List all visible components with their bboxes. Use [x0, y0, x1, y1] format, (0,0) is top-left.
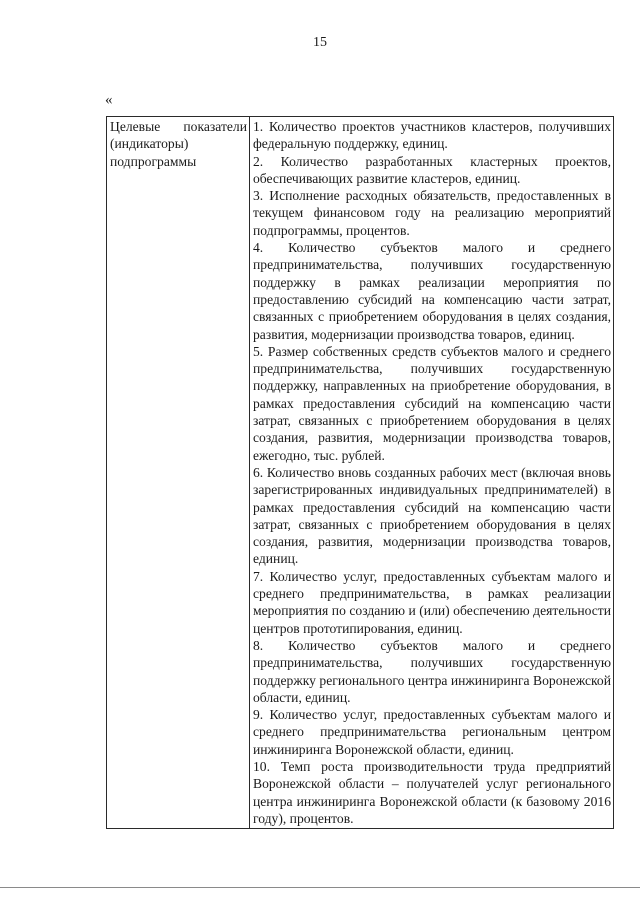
indicator-item-2: 2. Количество разработанных кластерных проектов, обеспечивающих развитие кластеров, единиц. — [253, 153, 611, 186]
indicators-cell — [250, 117, 614, 829]
indicator-item-4: 4. Количество субъектов малого и среднего предпринимательства, получивших государственную поддержку в рамках реализации мероприятия по предоставлению субсидий на компенсацию части затрат, связанных с приобретением оборудования в целях создания, развития, модернизации производства товаров, единиц. — [253, 240, 611, 342]
row-label-cell — [107, 117, 250, 829]
indicator-item-8: 8. Количество субъектов малого и среднего предпринимательства, получивших государственную поддержку регионального центра инжиниринга Воронежской области, единиц. — [253, 637, 611, 705]
page-number: 15 — [313, 35, 327, 50]
indicator-item-10: 10. Темп роста производительности труда предприятий Воронежской области – получателей услуг регионального центра инжиниринга Воронежской области (к базовому 2016 году), процентов. — [253, 758, 611, 826]
opening-quote-mark: « — [105, 92, 113, 108]
indicator-item-6: 6. Количество вновь созданных рабочих мест (включая вновь зарегистрированных индивидуальных предпринимателей) в рамках предоставления субсидий на компенсацию части затрат, связанных с приобретением оборудования в целях создания, развития, модернизации производства товаров, единиц. — [253, 464, 611, 567]
indicator-item-7: 7. Количество услуг, предоставленных субъектам малого и среднего предпринимательства, в рамках реализации мероприятия по созданию и (или) обеспечению деятельности центров прототипирования, единиц. — [253, 568, 611, 636]
indicators-table — [106, 116, 614, 829]
row-label: Целевые показатели (индикаторы) подпрограммы — [110, 119, 247, 169]
table-row — [107, 117, 614, 829]
indicator-item-3: 3. Исполнение расходных обязательств, предоставленных в текущем финансовом году на реализацию мероприятий подпрограммы, процентов. — [253, 188, 611, 238]
indicator-item-5: 5. Размер собственных средств субъектов малого и среднего предпринимательства, получивших государственную поддержку, направленных на приобретение оборудования, в рамках предоставления субсидий на компенсацию части затрат, связанных с приобретением оборудования в целях создания, развития, модернизации производства товаров, ежегодно, тыс. рублей. — [253, 343, 611, 463]
page-bottom-rule — [0, 887, 640, 888]
indicator-item-9: 9. Количество услуг, предоставленных субъектам малого и среднего предпринимательства региональным центром инжиниринга Воронежской области, единиц. — [253, 707, 611, 757]
indicator-item-1: 1. Количество проектов участников кластеров, получивших федеральную поддержку, единиц. — [253, 119, 611, 152]
